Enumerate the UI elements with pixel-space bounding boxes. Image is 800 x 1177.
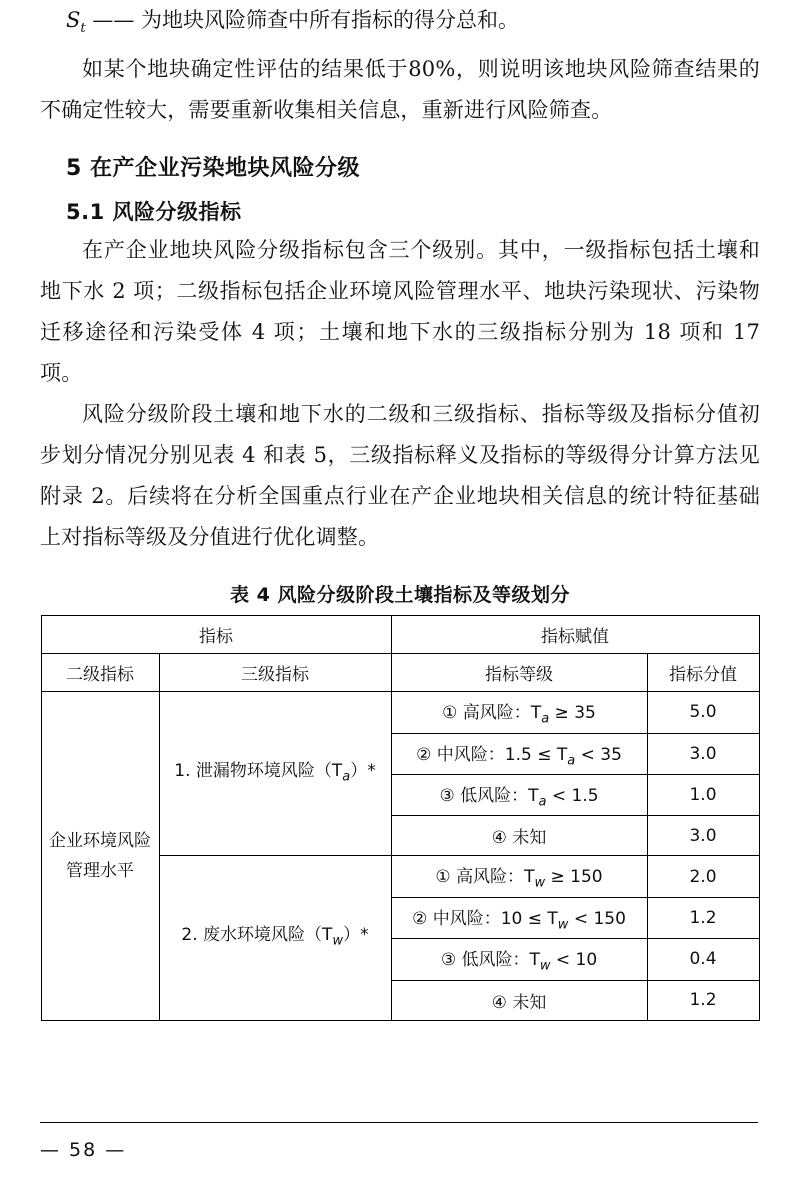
subsection-number: 5.1 [66,200,105,225]
section-number: 5 [66,156,82,182]
subsection-title: 风险分级指标 [112,200,242,225]
subsection-heading [40,196,760,226]
cell-score: 1.2 [647,897,759,938]
cell-level3-indicator-1 [159,692,391,856]
grade-label: 低风险： [460,785,529,806]
cell-grade [391,980,647,1020]
cell-grade [391,897,647,938]
grade-expr-pre: T [529,950,540,971]
grade-expr-pre: T [524,867,535,888]
grade-number: ① [435,867,451,888]
cell-grade [391,692,647,733]
cell-score: 1.0 [647,774,759,815]
grade-expr-subscript: w [557,917,569,933]
indicator-2-prefix: 2. 废水环境风险（T [181,924,333,945]
grade-label: 未知 [512,992,547,1013]
indicator-1-prefix: 1. 泄漏物环境风险（T [174,760,343,781]
table-caption: 表 4 风险分级阶段土壤指标及等级划分 [230,584,570,607]
indicator-2-suffix: ）* [343,924,369,945]
grade-expr-post: < 1.5 [546,785,599,806]
cell-score: 0.4 [647,939,759,980]
indicator-1-suffix: ）* [350,760,376,781]
grade-expr-subscript: a [538,794,547,810]
header-grade: 指标等级 [391,654,647,692]
cell-score: 3.0 [647,733,759,774]
grade-number: ④ [491,992,507,1013]
grade-expr-subscript: a [567,752,576,768]
grade-expr-pre: T [528,785,539,806]
grade-number: ① [442,703,458,724]
cell-score: 2.0 [647,856,759,897]
grade-number: ③ [439,785,455,806]
grade-expr-subscript: w [539,958,551,974]
grade-number: ③ [440,950,457,971]
page-number: — 58 — [40,1139,127,1161]
formula-symbol-subscript: t [80,21,86,37]
header-level2: 二级指标 [41,654,159,692]
grade-expr-subscript: w [534,875,546,891]
paragraph-uncertainty: 如某个地块确定性评估的结果低于80%，则说明该地块风险筛查结果的不确定性较大，需要重新收集相关信息，重新进行风险筛查。 [40,57,760,123]
formula-definition-line [40,0,760,49]
cell-score: 3.0 [647,816,759,856]
section-title: 在产企业污染地块风险分级 [89,156,360,182]
formula-symbol: S [66,8,81,32]
cell-score: 1.2 [647,980,759,1020]
grade-label: 中风险： [432,908,501,929]
header-indicator: 指标 [41,616,391,654]
section-heading [40,151,760,182]
cell-grade [391,939,647,980]
cell-grade [391,774,647,815]
cell-grade [391,856,647,897]
table-row [41,692,759,733]
formula-definition-text: 为地块风险筛查中所有指标的得分总和。 [141,8,519,32]
grade-number: ④ [491,828,507,849]
grade-expr-pre: 10 ≤ T [500,908,558,929]
grade-label: 未知 [512,828,547,849]
grade-expr-pre: 1.5 ≤ T [504,744,568,765]
grade-expr-post: < 150 [568,908,626,929]
grade-expr-post: ≥ 150 [545,867,603,888]
paragraph-table-reference: 风险分级阶段土壤和地下水的二级和三级指标、指标等级及指标分值初步划分情况分别见表 4 和表 5，三级指标释义及指标的等级得分计算方法见附录 2。后续将在分析全国重点行业在产企业地块相关信息的统计特征基础上对指标等级及分值进行优化调整。 [40,402,760,550]
table-header-row-top [41,616,759,654]
cell-level2-category: 企业环境风险 管理水平 [41,692,159,1020]
grade-number: ② [412,908,428,929]
grade-label: 高风险： [462,703,531,724]
grade-expr-post: < 10 [550,950,598,971]
cell-grade [391,816,647,856]
grade-expr-subscript: a [541,711,550,727]
indicator-1-subscript: a [342,768,351,784]
cell-score: 5.0 [647,692,759,733]
header-score: 指标分值 [647,654,759,692]
grade-label: 中风险： [436,744,505,765]
formula-dash: —— [92,8,135,32]
paragraph-indicator-levels: 在产企业地块风险分级指标包含三个级别。其中，一级指标包括土壤和地下水 2 项；二级指标包括企业环境风险管理水平、地块污染现状、污染物迁移途径和污染受体 4 项；土壤和地下水的三级指标分别为 18 项和 17 项。 [40,238,760,386]
footer-divider [40,1122,758,1123]
header-assignment: 指标赋值 [391,616,759,654]
grade-label: 高风险： [456,867,525,888]
grade-expr-pre: T [530,703,542,724]
indicator-2-subscript: w [332,933,344,949]
cell-level3-indicator-2 [159,856,391,1020]
header-level3: 三级指标 [159,654,391,692]
cell-grade [391,733,647,774]
grade-number: ② [416,744,432,765]
grade-expr-post: < 35 [575,744,622,765]
grade-label: 低风险： [461,950,530,971]
grade-expr-post: ≥ 35 [549,703,596,724]
soil-indicator-table [41,615,760,1020]
table-header-row-sub [41,654,759,692]
